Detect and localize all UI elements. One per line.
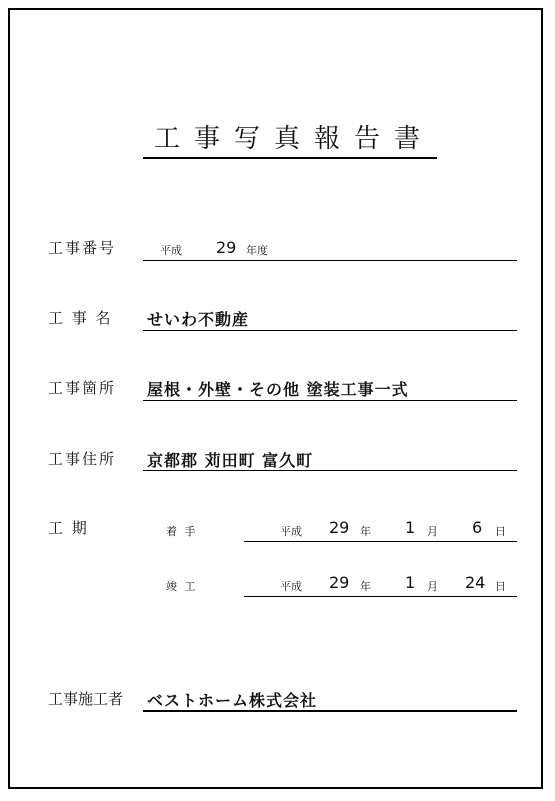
start-day-unit: 日 — [495, 525, 506, 538]
label-work-period: 工 期 — [48, 519, 89, 537]
number-era: 平成 — [160, 244, 182, 257]
number-year-unit: 年度 — [246, 244, 268, 257]
document-title: 工事写真報告書 — [153, 124, 434, 154]
label-project-name: 工 事 名 — [48, 309, 113, 327]
contractor-value: ベストホーム株式会社 — [147, 691, 318, 710]
end-year: 29 — [329, 573, 350, 592]
end-day: 24 — [465, 573, 486, 592]
project-name-value: せいわ不動産 — [147, 310, 250, 329]
title-underline — [143, 157, 437, 159]
label-contractor: 工事施工者 — [48, 690, 124, 708]
rule-project-number — [143, 260, 517, 261]
rule-work-location — [143, 400, 517, 401]
label-project-number: 工事番号 — [48, 239, 117, 257]
end-era: 平成 — [280, 580, 302, 593]
rule-completion — [244, 596, 517, 597]
end-month: 1 — [405, 573, 416, 592]
rule-work-address — [143, 470, 517, 471]
start-month: 1 — [405, 518, 416, 537]
end-day-unit: 日 — [495, 580, 506, 593]
start-era: 平成 — [280, 525, 302, 538]
start-year-unit: 年 — [360, 525, 371, 538]
end-year-unit: 年 — [360, 580, 371, 593]
work-address-value: 京都郡 苅田町 富久町 — [147, 451, 314, 470]
rule-start — [244, 541, 517, 542]
rule-contractor — [143, 710, 517, 712]
start-day: 6 — [472, 518, 483, 537]
start-year: 29 — [329, 518, 350, 537]
end-month-unit: 月 — [427, 580, 438, 593]
label-start: 着 手 — [166, 525, 198, 538]
start-month-unit: 月 — [427, 525, 438, 538]
label-completion: 竣 工 — [166, 580, 198, 593]
rule-project-name — [143, 330, 517, 331]
work-location-value: 屋根・外壁・その他 塗装工事一式 — [147, 380, 409, 399]
label-work-address: 工事住所 — [48, 450, 117, 468]
label-work-location: 工事箇所 — [48, 379, 117, 397]
number-year: 29 — [216, 238, 237, 257]
